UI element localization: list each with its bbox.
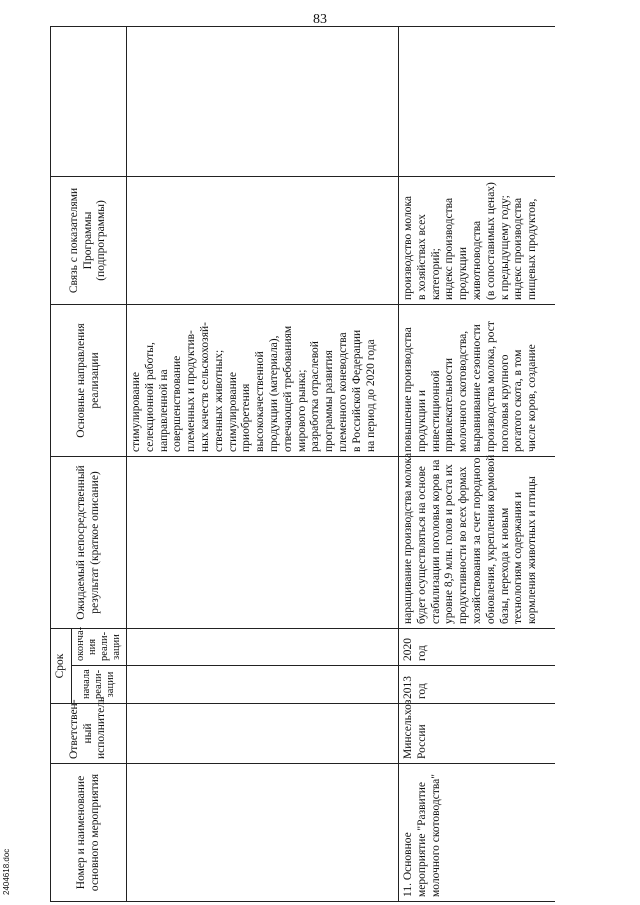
text-line: хозяйствования за счет породного bbox=[471, 457, 484, 624]
cell-empty bbox=[127, 666, 399, 704]
text-line: (в сопоставимых ценах) bbox=[484, 182, 497, 300]
table-row-continued bbox=[127, 26, 399, 901]
header-term-start: начала реали-зации bbox=[71, 666, 126, 704]
text-line: базы, перехода к новым bbox=[498, 507, 511, 624]
text-line: продукции (материала), bbox=[268, 335, 281, 452]
text-line: производство молока bbox=[402, 196, 415, 300]
table-row-item-11 bbox=[399, 26, 556, 901]
text-line: на период до 2020 года bbox=[364, 339, 377, 452]
text-line: совершенствование bbox=[171, 355, 184, 452]
text-line: в хозяйствах всех bbox=[415, 214, 428, 300]
cell-directions-continued bbox=[127, 304, 399, 456]
text-line: стимулирование bbox=[130, 371, 143, 452]
text-line: числе коров, создание bbox=[526, 344, 539, 452]
text-line: ственных животных; bbox=[212, 349, 225, 452]
cell-empty bbox=[127, 26, 399, 176]
cell-end-year: 2020 год bbox=[399, 628, 556, 665]
text-line: поголовья крупного bbox=[498, 354, 511, 452]
cell-start-year: 2013 год bbox=[399, 666, 556, 704]
text-line: продуктивности во всех формах bbox=[457, 466, 470, 624]
text-line: инвестиционной bbox=[429, 370, 442, 452]
cell-expected-result bbox=[399, 452, 556, 628]
text-line: высококачественной bbox=[254, 351, 267, 452]
program-table bbox=[50, 26, 555, 902]
text-line: производства молока, рост bbox=[484, 321, 497, 452]
cell-empty bbox=[127, 704, 399, 764]
program-table-landscape bbox=[50, 27, 595, 902]
cell-empty bbox=[127, 176, 399, 304]
text-line: категорий; bbox=[429, 248, 442, 300]
cell-executor: Минсельхоз России bbox=[399, 704, 556, 764]
header-expected-result: Ожидаемый непосредственный результат (краткое описание) bbox=[51, 456, 127, 628]
text-line: разработка отраслевой bbox=[309, 341, 322, 452]
page-number: 83 bbox=[313, 12, 327, 27]
text-line: рогатого скота, в том bbox=[512, 349, 525, 452]
header-number-name: Номер и наименование основного мероприятия bbox=[51, 764, 127, 902]
text-line: племенного коневодства bbox=[337, 332, 349, 452]
text-line: в Российской Федерации bbox=[350, 329, 363, 452]
header-term-end: оконча-ния реали-зации bbox=[71, 628, 126, 665]
text-line: будет осуществляться на основе bbox=[415, 466, 428, 624]
text-line: к предыдущему году; bbox=[498, 195, 511, 300]
text-line: селекционной работы, bbox=[143, 342, 156, 452]
text-line: животноводства bbox=[471, 220, 484, 300]
text-line: отвечающей требованиям bbox=[281, 325, 294, 452]
text-line: стимулирование bbox=[226, 371, 239, 452]
header-executor: Ответствен-ный исполнитель bbox=[51, 704, 127, 764]
text-line: стабилизации поголовья коров на bbox=[429, 459, 442, 624]
text-line: продукции и bbox=[415, 389, 428, 452]
text-line: пищевых продуктов, bbox=[526, 198, 539, 300]
text-line: индекс производства bbox=[443, 197, 456, 300]
text-line: направленной на bbox=[157, 369, 170, 452]
text-line: программы развития bbox=[323, 350, 336, 452]
text-line: кормления животных и птицы bbox=[526, 476, 539, 624]
document-footer: 2404618.doc bbox=[2, 848, 11, 895]
text-line: технологиям содержания и bbox=[512, 491, 525, 624]
header-indicators: Связь с показателями Программы (подпрограммы) bbox=[51, 176, 127, 304]
text-line: продукции bbox=[457, 247, 470, 300]
text-line: приобретения bbox=[240, 383, 253, 452]
cell-empty bbox=[127, 628, 399, 665]
cell-empty bbox=[399, 26, 556, 176]
cell-indicators bbox=[399, 176, 556, 304]
cell-empty bbox=[127, 764, 399, 902]
text-line: наращивание производства молока bbox=[402, 452, 415, 624]
cell-empty bbox=[127, 456, 399, 628]
header-directions: Основные направления реализации bbox=[51, 304, 127, 456]
text-line: привлекательности bbox=[443, 357, 456, 452]
cell-number-name: 11. Основное мероприятие "Развитие молочного скотоводства" bbox=[399, 764, 556, 902]
header-empty-right bbox=[51, 26, 127, 176]
text-line: племенных и продуктив- bbox=[185, 330, 198, 452]
text-line: повышение производства bbox=[402, 327, 415, 452]
text-line: ных качеств сельскохозяй- bbox=[199, 322, 212, 452]
text-line: индекс производства bbox=[512, 197, 525, 300]
header-term: Срок bbox=[51, 628, 72, 703]
text-line: уровне 8,9 млн. голов и роста их bbox=[443, 464, 456, 624]
text-line: молочного скотоводства, bbox=[457, 330, 470, 452]
cell-directions bbox=[399, 304, 556, 456]
text-line: выравнивание сезонности bbox=[471, 324, 484, 452]
text-line: мирового рынка; bbox=[295, 369, 308, 452]
text-line: обновления, укрепления кормовой bbox=[484, 454, 497, 624]
